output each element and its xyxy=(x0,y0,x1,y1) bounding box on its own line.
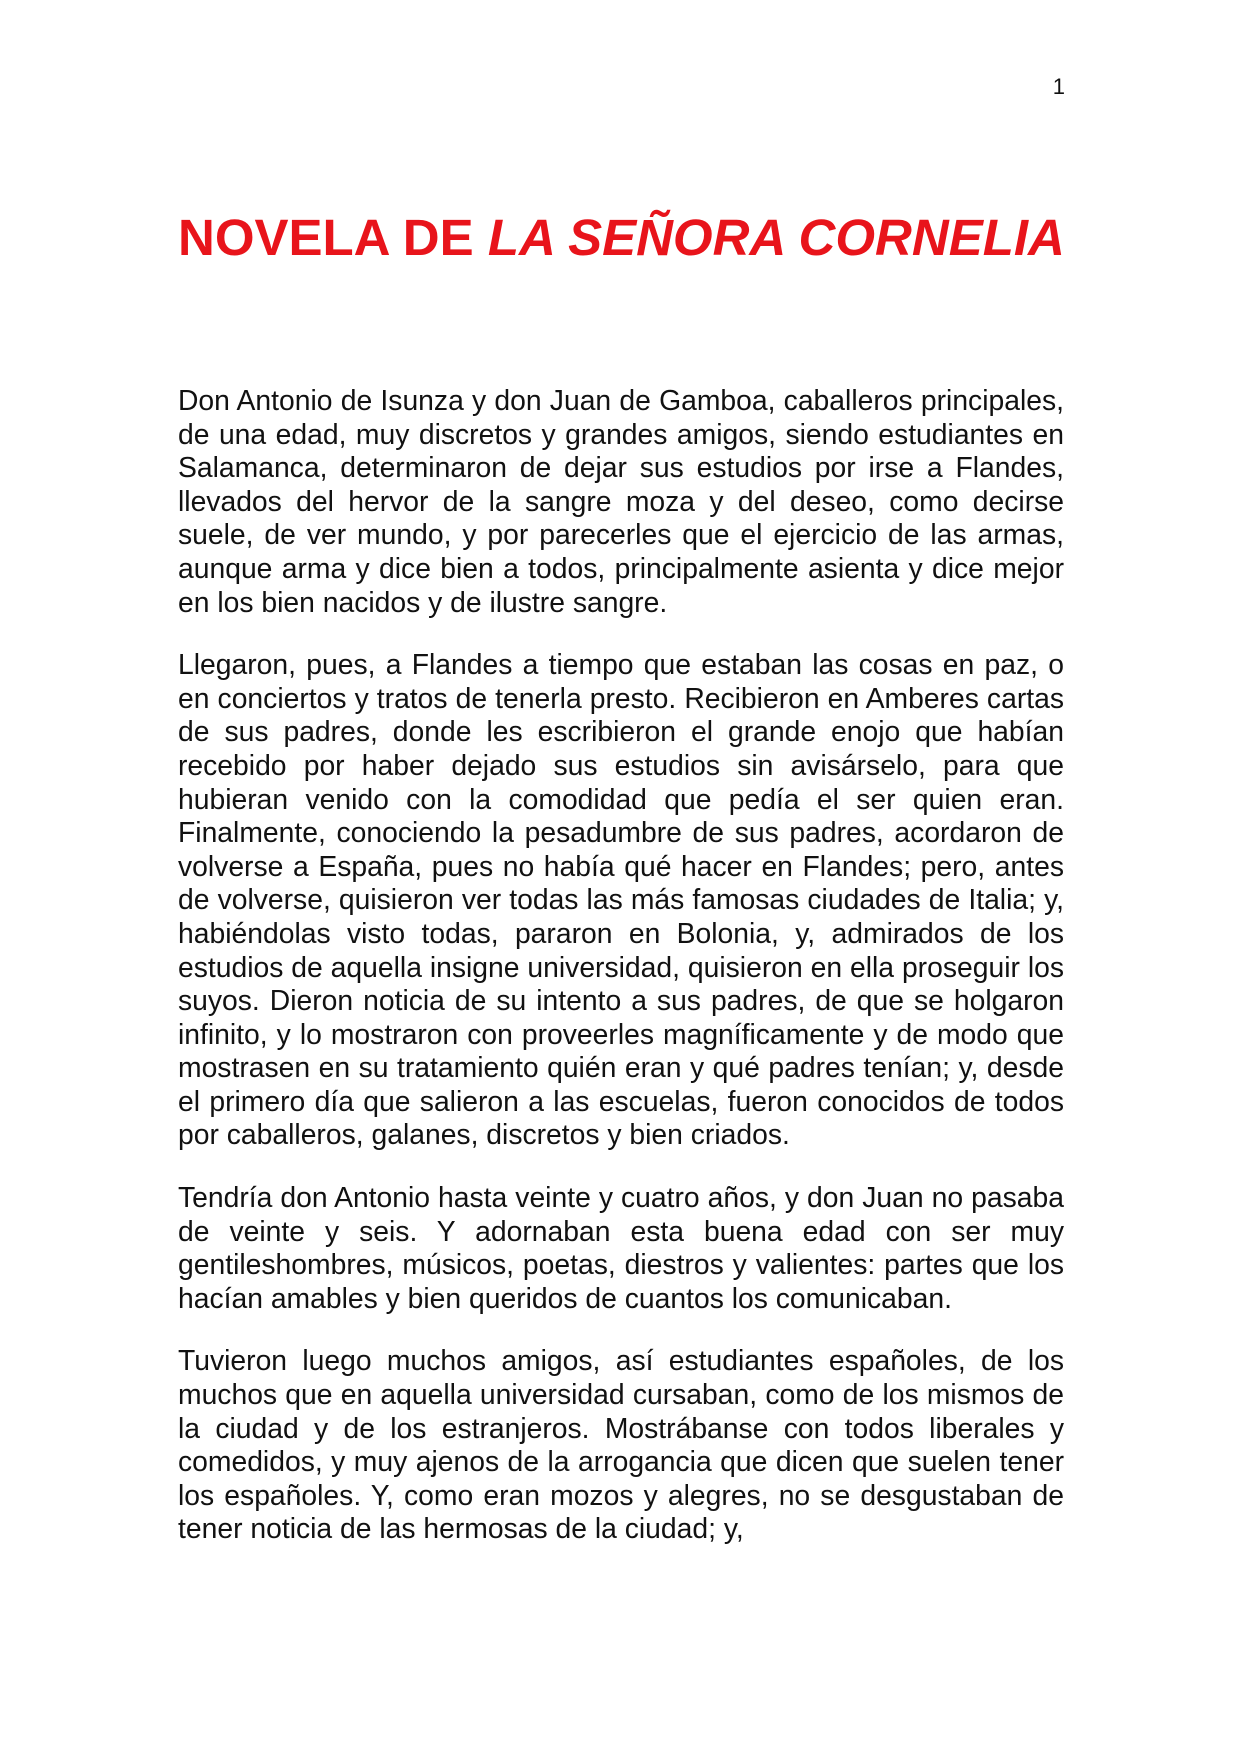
title-prefix: NOVELA DE xyxy=(178,209,474,266)
body-text xyxy=(178,384,1064,1575)
page-number: 1 xyxy=(1052,74,1065,99)
paragraph: Llegaron, pues, a Flandes a tiempo que estaban las cosas en paz, o en conciertos y tratos de tenerla presto. Recibieron en Amberes cartas de sus padres, donde les escribieron el grande enojo que habían recebido por haber dejado sus estudios sin avisárselo, para que hubieran venido con la comodidad que pedía el ser quien eran. Finalmente, conociendo la pesadumbre de sus padres, acordaron de volverse a España, pues no había qué hacer en Flandes; pero, antes de volverse, quisieron ver todas las más famosas ciudades de Italia; y, habiéndolas visto todas, pararon en Bolonia, y, admirados de los estudios de aquella insigne universidad, quisieron en ella proseguir los suyos. Dieron noticia de su intento a sus padres, de que se holgaron infinito, y lo mostraron con proveerles magníficamente y de modo que mostrasen en su tratamiento quién eran y qué padres tenían; y, desde el primero día que salieron a las escuelas, fueron conocidos de todos por caballeros, galanes, discretos y bien criados. xyxy=(178,648,1064,1151)
paragraph: Tendría don Antonio hasta veinte y cuatro años, y don Juan no pasaba de veinte y seis. Y adornaban esta buena edad con ser muy gentileshombres, músicos, poetas, diestros y valientes: partes que los hacían amables y bien queridos de cuantos los comunicaban. xyxy=(178,1181,1064,1314)
paragraph: Don Antonio de Isunza y don Juan de Gamboa, caballeros principales, de una edad, muy discretos y grandes amigos, siendo estudiantes en Salamanca, determinaron de dejar sus estudios por irse a Flandes, llevados del hervor de la sangre moza y del deseo, como decirse suele, de ver mundo, y por parecerles que el ejercicio de las armas, aunque arma y dice bien a todos, principalmente asienta y dice mejor en los bien nacidos y de ilustre sangre. xyxy=(178,384,1064,618)
paragraph: Tuvieron luego muchos amigos, así estudiantes españoles, de los muchos que en aquella universidad cursaban, como de los mismos de la ciudad y de los estranjeros. Mostrábanse con todos liberales y comedidos, y muy ajenos de la arrogancia que dicen que suelen tener los españoles. Y, como eran mozos y alegres, no se desgustaban de tener noticia de las hermosas de la ciudad; y, xyxy=(178,1344,1064,1545)
page-title xyxy=(178,208,1064,268)
title-italic: LA SEÑORA CORNELIA xyxy=(487,209,1065,266)
